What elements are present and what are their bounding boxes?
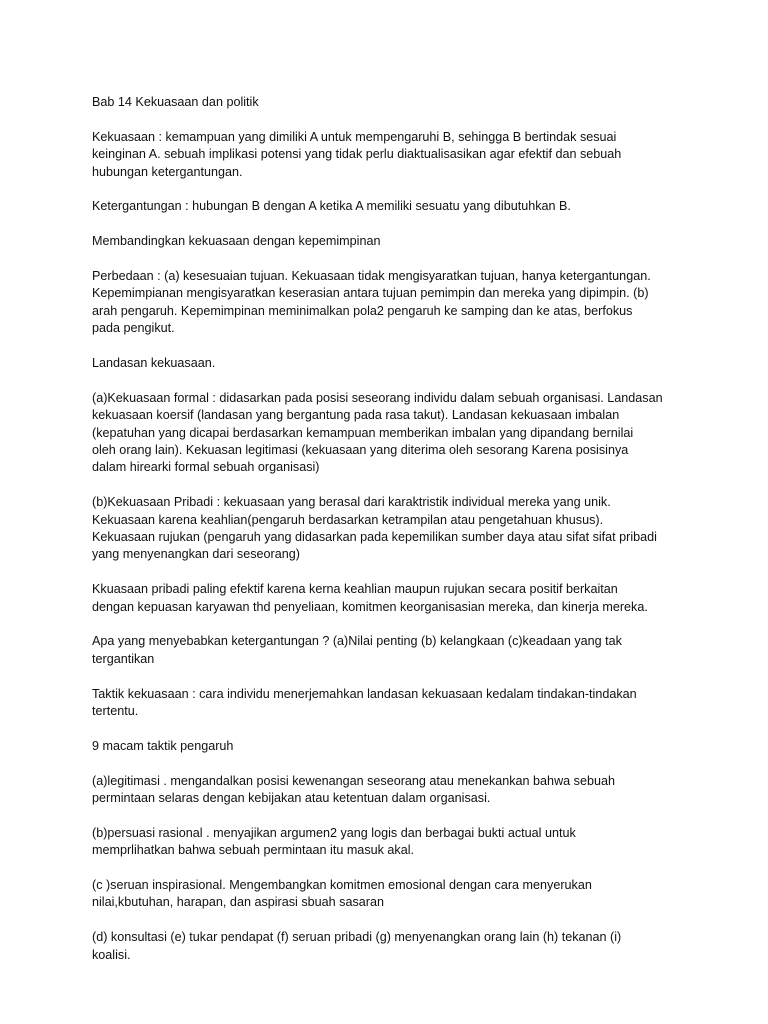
document-title: Bab 14 Kekuasaan dan politik xyxy=(92,95,259,109)
heading-9-macam-taktik: 9 macam taktik pengaruh xyxy=(92,738,234,753)
paragraph-taktik-lainnya: (d) konsultasi (e) tukar pendapat (f) seruan pribadi (g) menyenangkan orang lain (h) tekanan (i) koalisi. xyxy=(92,930,622,962)
paragraph-legitimasi: (a)legitimasi . mengandalkan posisi kewenangan seseorang atau menekankan bahwa sebuah permintaan selaras dengan kebijakan atau ketentuan dalam organisasi. xyxy=(92,773,615,806)
paragraph-perbedaan: Perbedaan : (a) kesesuaian tujuan. Kekuasaan tidak mengisyaratkan tujuan, hanya ketergantungan. Kepemimpianan mengisyaratkan keserasian antara tujuan pemimpin dan mereka yang dipimpin. (b) arah pengaruh. Kepemimpinan meminimalkan pola2 pengaruh ke samping dan ke atas, berfokus pada pengikut. xyxy=(92,269,651,336)
heading-membandingkan: Membandingkan kekuasaan dengan kepemimpinan xyxy=(92,234,381,249)
paragraph-kekuasaan-pribadi: (b)Kekuasaan Pribadi : kekuasaan yang berasal dari karaktristik individual mereka yang unik. Kekuasaan karena keahlian(pengaruh berdasarkan ketrampilan atau pengetahuan khusus). Kekuasaan rujukan (pengaruh yang didasarkan pada kepemilikan sumber daya atau sifat sifat pribadi yang menyenangkan dari seseorang) xyxy=(92,495,657,562)
paragraph-seruan-inspirasional: (c )seruan inspirasional. Mengembangkan komitmen emosional dengan cara menyerukan nilai,kbutuhan, harapan, dan aspirasi sbuah sasaran xyxy=(92,878,592,910)
heading-landasan: Landasan kekuasaan. xyxy=(92,356,216,371)
paragraph-kuasaan-pribadi-efektif: Kkuasaan pribadi paling efektif karena kerna keahlian maupun rujukan secara positif berkaitan dengan kepuasan karyawan thd penyeliaan, komitmen keorganisasian mereka, dan kinerja mereka. xyxy=(92,582,648,614)
paragraph-penyebab-ketergantungan: Apa yang menyebabkan ketergantungan ? (a)Nilai penting (b) kelangkaan (c)keadaan yang tak tergantikan xyxy=(92,634,622,666)
paragraph-persuasi-rasional: (b)persuasi rasional . menyajikan argumen2 yang logis dan berbagai bukti actual untuk memprlihatkan bahwa sebuah permintaan itu masuk akal. xyxy=(92,825,576,858)
paragraph-taktik-kekuasaan: Taktik kekuasaan : cara individu menerjemahkan landasan kekuasaan kedalam tindakan-tindakan tertentu. xyxy=(92,686,637,719)
paragraph-kekuasaan-formal: (a)Kekuasaan formal : didasarkan pada posisi seseorang individu dalam sebuah organisasi. Landasan kekuasaan koersif (landasan yang bergantung pada rasa takut). Landasan kekuasaan imbalan (kepatuhan yang dicapai berdasarkan kemampuan memberikan imbalan yang dipandang bernilai oleh orang lain). Kekuasan legitimasi (kekuasaan yang diterima oleh sesorang Karena posisinya dalam hirearki formal sebuah organisasi) xyxy=(92,390,663,475)
paragraph-kekuasaan-definition: Kekuasaan : kemampuan yang dimiliki A untuk mempengaruhi B, sehingga B bertindak sesuai keinginan A. sebuah implikasi potensi yang tidak perlu diaktualisasikan agar efektif dan sebuah hubungan ketergantungan. xyxy=(92,129,622,179)
paragraph-ketergantungan: Ketergantungan : hubungan B dengan A ketika A memiliki sesuatu yang dibutuhkan B. xyxy=(92,199,571,214)
